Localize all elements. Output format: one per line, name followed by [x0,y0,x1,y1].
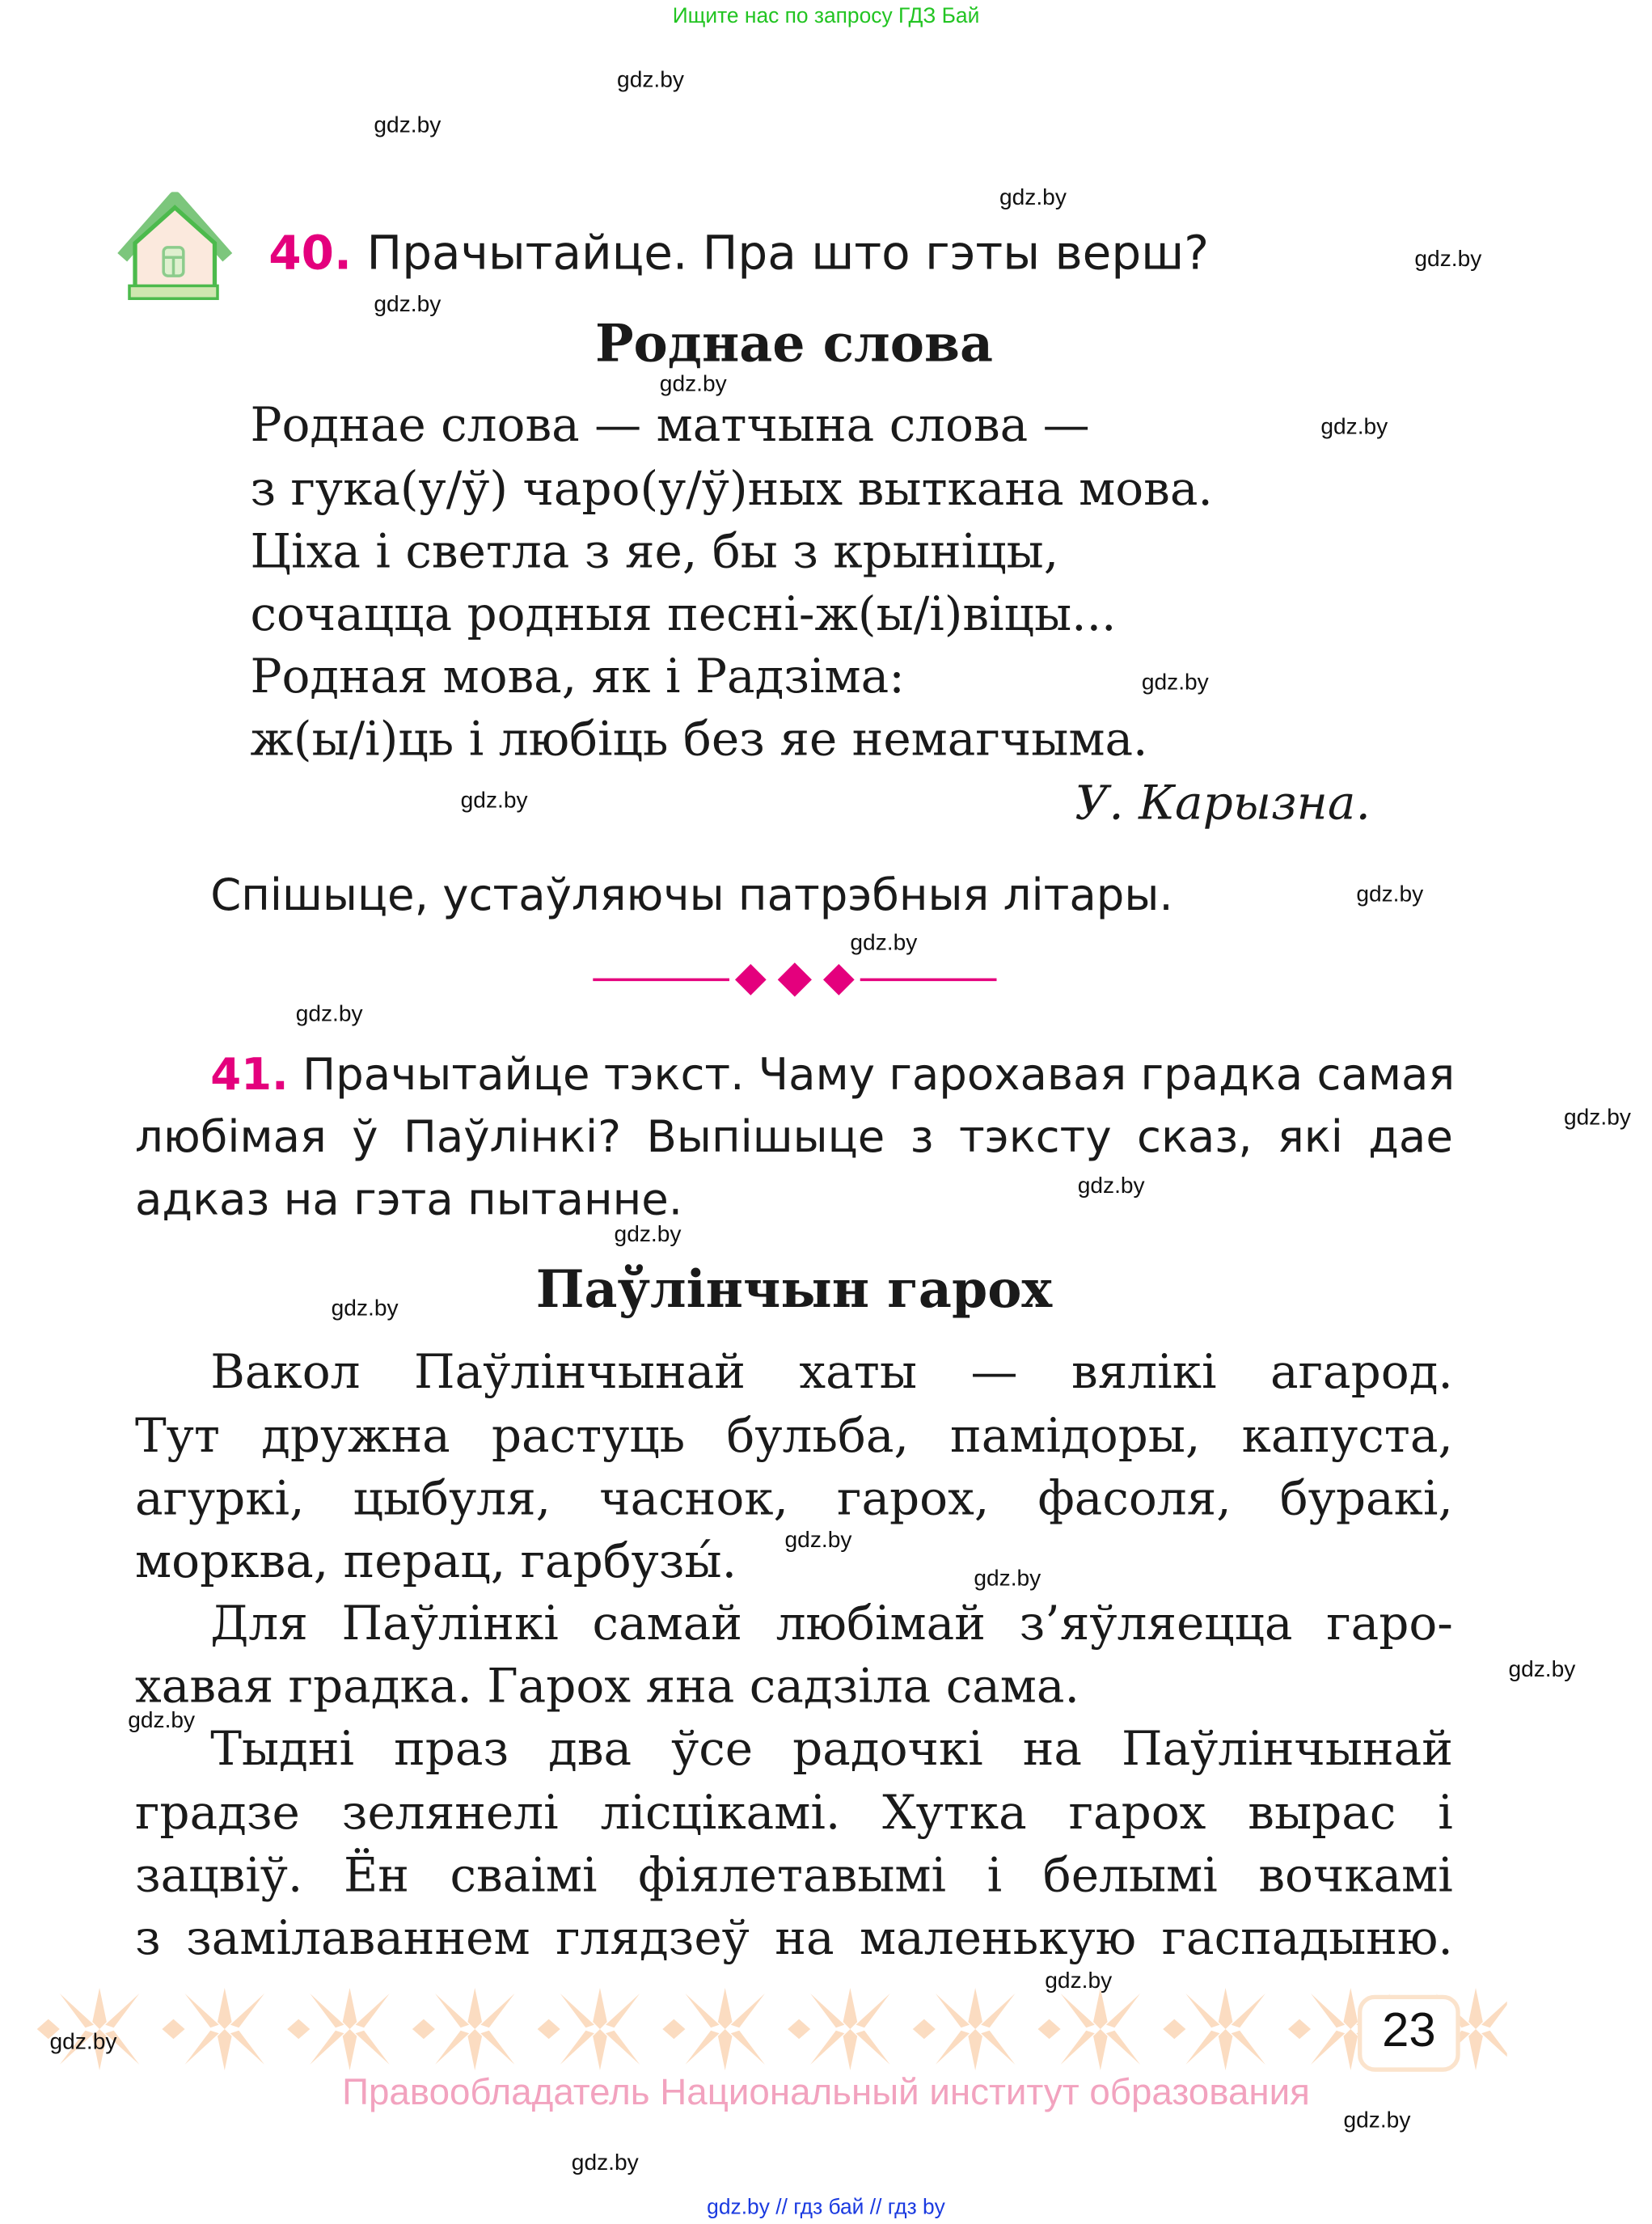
watermark: gdz.by [1077,1174,1145,1199]
watermark: gdz.by [1414,247,1482,272]
snowflake-ornament [412,1988,515,2070]
exercise-number: 41. [210,1049,289,1101]
snowflake-ornament [1163,1988,1265,2070]
story-line: Вакол Паўлінчынай хаты — вялікі агарод. [210,1343,1453,1400]
question-line: адказ на гэта пытанне. [135,1174,683,1226]
snowflake-ornament [162,1988,264,2070]
watermark: gdz.by [374,293,442,318]
story-line: Тыдні праз два ўсе радочкі на Паўлінчынай [210,1720,1453,1776]
text-title: Паўлінчын гарох [535,1259,1053,1320]
page-number: 23 [1382,2003,1436,2058]
watermark: gdz.by [1343,2108,1411,2133]
question-line: любімая ў Паўлінкі? Выпішыце з тэксту сказ, які дае [135,1111,1453,1164]
poem-author: У. Карызна. [1075,775,1371,831]
watermark: gdz.by [850,931,918,956]
snowflake-ornament [788,1988,890,2070]
copyright-notice: Правообладатель Национальный институт образования [342,2070,1310,2113]
section-divider [593,962,996,999]
watermark: gdz.by [374,113,442,138]
watermark: gdz.by [49,2030,117,2055]
link-separator: // [775,2195,788,2220]
snowflake-ornament [287,1988,390,2070]
watermark: gdz.by [1564,1106,1631,1131]
snowflake-ornament [538,1988,640,2070]
story-line: хавая градка. Гарох яна садзіла сама. [135,1658,1080,1714]
watermark: gdz.by [999,186,1067,211]
watermark: gdz.by [295,1002,363,1027]
exercise-question: Прачытайце. Пра што гэты верш? [366,224,1210,281]
link-gdz-bai[interactable]: гдз бай [793,2195,864,2220]
link-gdz-by[interactable]: gdz.by [707,2195,770,2220]
exercise-number: 40. [268,224,353,281]
snowflake-ornament [662,1988,765,2070]
watermark: gdz.by [1508,1658,1576,1682]
watermark: gdz.by [1141,670,1209,696]
story-line: агуркі, цыбуля, часнок, гарох, фасоля, буракі, [135,1469,1453,1526]
poem-line: з гука(у/ў) чаро(у/ў)ных выткана мова. [250,460,1213,517]
exercise-40-heading [268,225,1209,281]
watermark: gdz.by [1045,1969,1113,1994]
snowflake-ornament [913,1988,1016,2070]
bottom-links [0,2196,1652,2220]
watermark: gdz.by [974,1567,1041,1592]
ornament-border [15,1985,1507,2073]
story-line: зацвіў. Ён сваімі фіялетавымі і белымі вочкамі [135,1846,1453,1903]
watermark: gdz.by [614,1223,682,1247]
watermark: gdz.by [128,1709,196,1734]
watermark: gdz.by [784,1528,852,1553]
snowflake-ornament [1037,1988,1140,2070]
poem-line: Родная мова, як і Радзіма: [250,648,905,704]
top-banner[interactable]: Ищите нас по запросу ГДЗ Бай [672,4,980,29]
watermark: gdz.by [460,789,528,814]
question-text: Прачытайце тэкст. Чаму гарохавая градка самая [302,1049,1456,1101]
story-line: морква, перац, гарбузы́. [135,1533,737,1588]
link-gdz-by-cyr[interactable]: гдз by [887,2195,945,2220]
story-line: з замілаваннем глядзеў на маленькую гаспадыню. [135,1909,1453,1965]
story-line: Тут дружна растуць бульба, памідоры, капуста, [135,1407,1453,1464]
watermark: gdz.by [617,68,684,93]
watermark: gdz.by [331,1296,399,1321]
task-text: Спішыце, устаўляючы патрэбныя літары. [210,870,1173,922]
home-task-icon [116,192,233,302]
story-line: градзе зелянелі лісцікамі. Хутка гарох вырас і [135,1784,1453,1841]
poem-line: Ціха і светла з яе, бы з крыніцы, [250,523,1059,579]
poem-line: ж(ы/і)ць і любіць без яе немагчыма. [250,711,1148,767]
question-line [210,1046,1456,1103]
watermark: gdz.by [1356,882,1424,907]
poem-title: Роднае слова [594,314,993,374]
story-line: Для Паўлінкі самай любімай з’яўляецца гаро- [210,1595,1453,1651]
watermark: gdz.by [659,372,727,397]
poem-line: Роднае слова — матчына слова — [250,396,1090,453]
watermark: gdz.by [571,2151,639,2176]
watermark: gdz.by [1320,415,1388,440]
poem-line: сочацца родныя песні-ж(ы/і)віцы... [250,586,1117,641]
link-separator: // [869,2195,882,2220]
